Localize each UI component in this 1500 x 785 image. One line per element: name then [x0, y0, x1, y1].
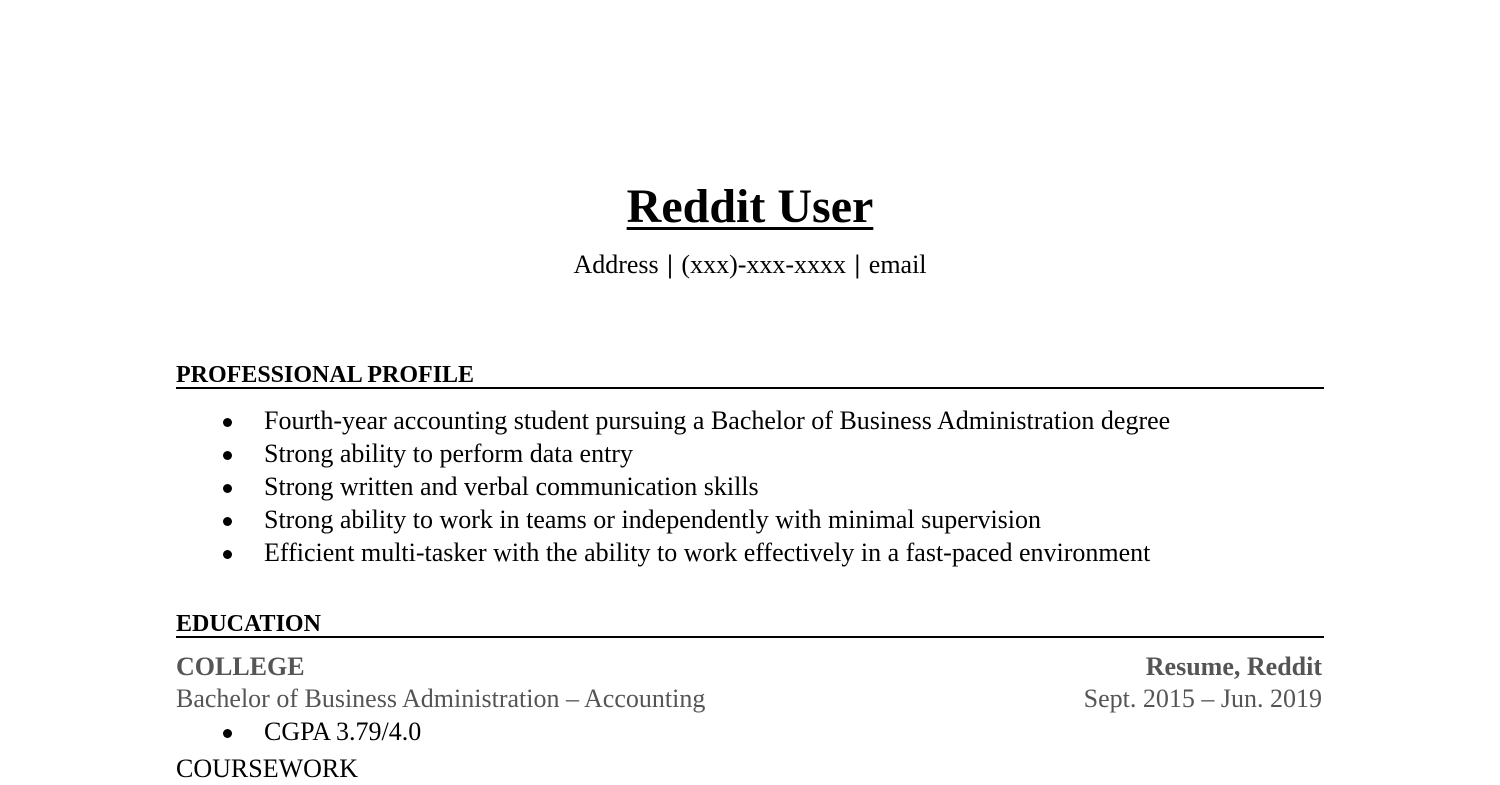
- education-bullet-list: [176, 715, 421, 748]
- contact-line: [0, 249, 1500, 281]
- bullet-icon: [223, 418, 232, 427]
- name-text: Reddit User: [626, 180, 874, 233]
- list-item: [176, 715, 421, 748]
- school-name: COLLEGE: [176, 652, 305, 681]
- list-item-text: Strong ability to work in teams or independently with minimal supervision: [264, 505, 1042, 534]
- list-item-text: Strong ability to perform data entry: [264, 439, 633, 468]
- contact-email: email: [868, 250, 927, 279]
- bullet-icon: [223, 451, 232, 460]
- section-heading-education: EDUCATION: [176, 610, 1324, 638]
- list-item-text: Strong written and verbal communication skills: [264, 472, 759, 501]
- contact-address: Address: [573, 250, 659, 279]
- degree-dates: Sept. 2015 – Jun. 2019: [1083, 684, 1322, 713]
- list-item: [176, 536, 1170, 569]
- contact-phone: (xxx)-xxx-xxxx: [681, 250, 847, 279]
- bullet-icon: [223, 484, 232, 493]
- list-item-text: Fourth-year accounting student pursuing a Bachelor of Business Administration degree: [264, 406, 1171, 435]
- list-item: [176, 470, 1170, 503]
- bullet-icon: [223, 517, 232, 526]
- education-degree-row: [176, 683, 1322, 715]
- list-item: [176, 437, 1170, 470]
- school-location: Resume, Reddit: [1145, 652, 1322, 681]
- list-item: [176, 404, 1170, 437]
- bullet-icon: [223, 550, 232, 559]
- list-item-text: CGPA 3.79/4.0: [264, 717, 422, 746]
- list-item-text: Efficient multi-tasker with the ability to work effectively in a fast-paced environment: [264, 538, 1151, 567]
- contact-separator: |: [667, 250, 673, 279]
- section-heading-professional-profile: PROFESSIONAL PROFILE: [176, 361, 1324, 389]
- list-item: [176, 503, 1170, 536]
- contact-separator: |: [854, 250, 861, 279]
- resume-name: [0, 178, 1500, 236]
- bullet-icon: [223, 729, 232, 738]
- degree-name: Bachelor of Business Administration – Accounting: [176, 684, 706, 713]
- profile-bullet-list: [176, 404, 1170, 569]
- coursework-heading: COURSEWORK: [176, 754, 359, 783]
- education-school-row: [176, 651, 1322, 683]
